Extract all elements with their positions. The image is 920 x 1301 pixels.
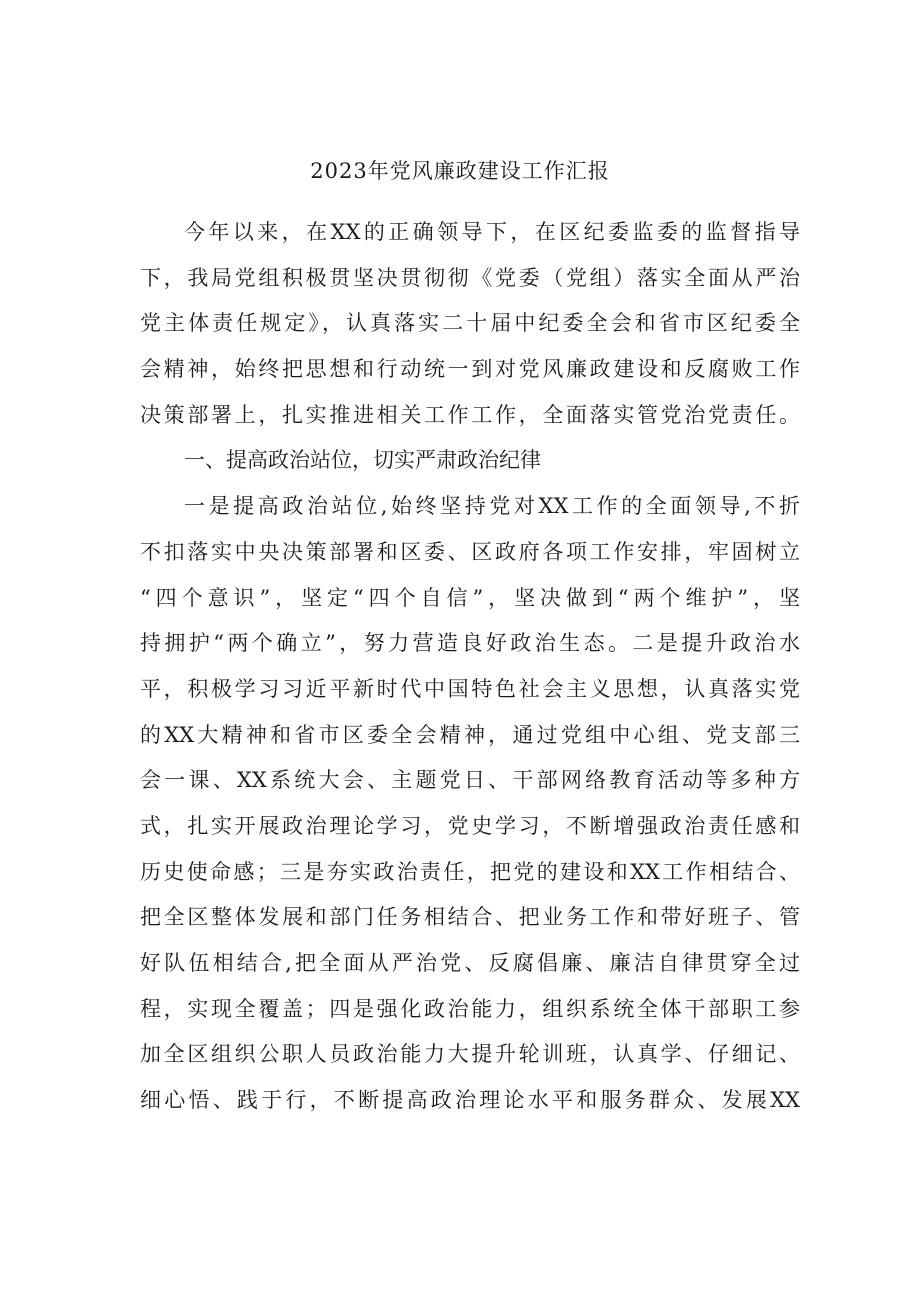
text-line: 加全区组织公职人员政治能力大提升轮训班，认真学、仔细记、 xyxy=(140,1042,800,1067)
text-line: 下，我局党组积极贯坚决贯彻彻《党委（党组）落实全面从严治 xyxy=(140,265,800,290)
text-line: 会精神，始终把思想和行动统一到对党风廉政建设和反腐败工作 xyxy=(140,357,800,382)
text-line: 细心悟、践于行，不断提高政治理论水平和服务群众、发展XX xyxy=(140,1088,800,1113)
text-line: 把全区整体发展和部门任务相结合、把业务工作和带好班子、管 xyxy=(140,905,800,930)
text-line: 好队伍相结合,把全面从严治党、反腐倡廉、廉洁自律贯穿全过 xyxy=(140,951,800,975)
text-line: 的XX大精神和省市区委全会精神，通过党组中心组、党支部三 xyxy=(140,722,800,747)
text-line: 不扣落实中央决策部署和区委、区政府各项工作安排，牢固树立 xyxy=(140,539,800,564)
text-line: 式，扎实开展政治理论学习，党史学习，不断增强政治责任感和 xyxy=(140,813,800,838)
text-line: 一是提高政治站位,始终坚持党对XX工作的全面领导,不折 xyxy=(184,494,800,519)
text-line: 决策部署上，扎实推进相关工作工作，全面落实管党治党责任。 xyxy=(140,402,800,427)
document-title: 2023年党风廉政建设工作汇报 xyxy=(310,159,610,183)
text-line: 平，积极学习习近平新时代中国特色社会主义思想，认真落实党 xyxy=(140,676,800,701)
text-line: 程，实现全覆盖；四是强化政治能力，组织系统全体干部职工参 xyxy=(140,996,800,1021)
text-line: 一、提高政治站位，切实严肃政治纪律 xyxy=(184,448,541,473)
text-line: 党主体责任规定》，认真落实二十届中纪委全会和省市区纪委全 xyxy=(140,311,800,336)
text-line: 历史使命感；三是夯实政治责任，把党的建设和XX工作相结合、 xyxy=(140,859,800,884)
document-body xyxy=(140,210,800,1124)
text-line: 持拥护“两个确立”，努力营造良好政治生态。二是提升政治水 xyxy=(140,631,800,656)
text-line: 今年以来，在XX的正确领导下，在区纪委监委的监督指导 xyxy=(184,220,800,244)
text-line: “四个意识”，坚定“四个自信”，坚决做到“两个维护”，坚 xyxy=(140,585,800,610)
text-line: 会一课、XX系统大会、主题党日、干部网络教育活动等多种方 xyxy=(140,768,800,793)
